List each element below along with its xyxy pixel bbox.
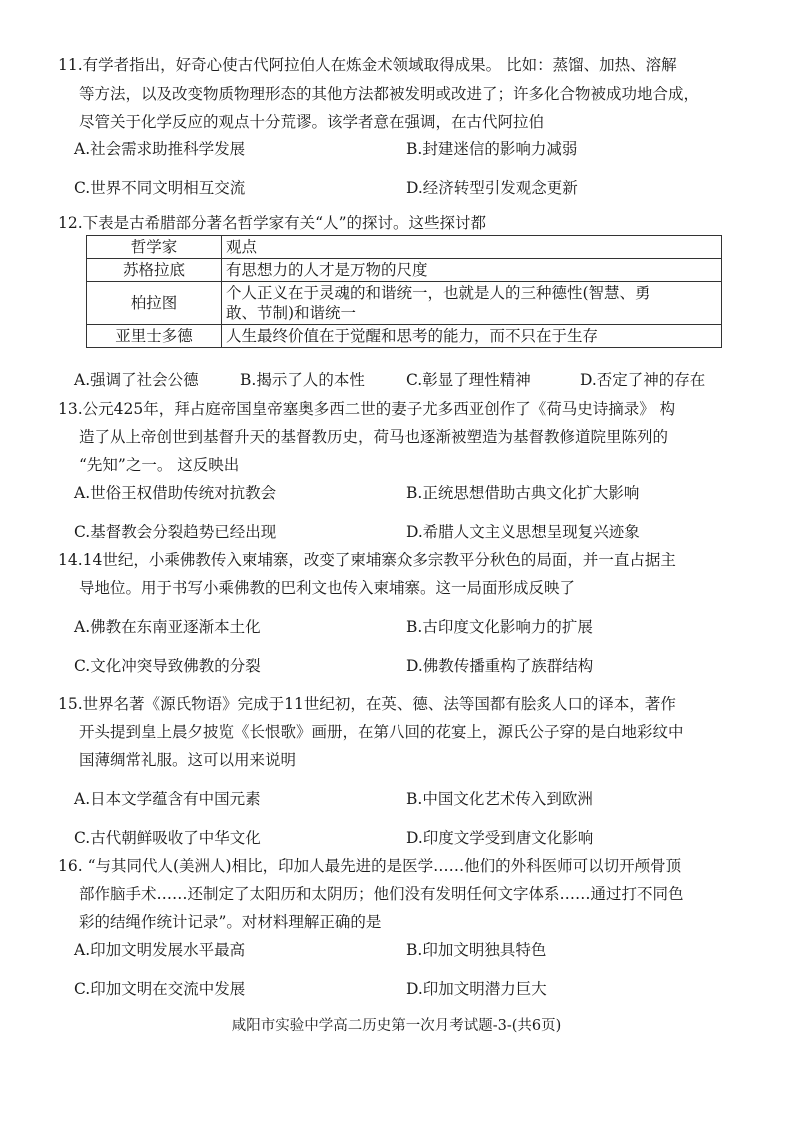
question-16-option-c: C.印加文明在交流中发展 [74, 980, 246, 998]
table-header-cell: 哲学家 [87, 236, 222, 259]
question-11-option-d: D.经济转型引发观念更新 [406, 179, 578, 197]
table-row [87, 282, 722, 325]
question-12-option-b: B.揭示了人的本性 [240, 371, 365, 389]
table-header-cell: 观点 [222, 236, 722, 259]
question-15-line-3: 国薄绸常礼服。这可以用来说明 [79, 751, 297, 769]
question-11-line-2: 等方法，以及改变物质物理形态的其他方法都被发明或改进了；许多化合物被成功地合成， [79, 85, 700, 103]
question-12-option-d: D.否定了神的存在 [580, 371, 706, 389]
table-row [87, 325, 722, 348]
table-cell-view: 有思想力的人才是万物的尺度 [222, 259, 722, 282]
question-11-option-a: A.社会需求助推科学发展 [74, 140, 246, 158]
question-14-line-2: 导地位。用于书写小乘佛教的巴利文也传入柬埔寨。这一局面形成反映了 [79, 579, 576, 597]
question-14-option-b: B.古印度文化影响力的扩展 [406, 618, 593, 636]
question-11-option-c: C.世界不同文明相互交流 [74, 179, 246, 197]
question-11-option-b: B.封建迷信的影响力减弱 [406, 140, 578, 158]
question-16-option-b: B.印加文明独具特色 [406, 941, 547, 959]
question-12-line-1: 12.下表是古希腊部分著名哲学家有关“人”的探讨。这些探讨都 [58, 214, 487, 232]
question-13-line-1: 13.公元425年，拜占庭帝国皇帝塞奥多西二世的妻子尤多西亚创作了《荷马史诗摘录》 构 [58, 400, 676, 418]
question-15-option-a: A.日本文学蕴含有中国元素 [74, 790, 261, 808]
question-16-option-d: D.印加文明潜力巨大 [406, 980, 547, 998]
table-cell-view [222, 282, 722, 325]
question-15-option-b: B.中国文化艺术传入到欧洲 [406, 790, 593, 808]
table-header-row [87, 236, 722, 259]
table-cell-view: 人生最终价值在于觉醒和思考的能力，而不只在于生存 [222, 325, 722, 348]
table-cell-philosopher: 柏拉图 [87, 282, 222, 325]
question-14-line-1: 14.14世纪，小乘佛教传入柬埔寨，改变了柬埔寨众多宗教平分秋色的局面，并一直占据主 [58, 551, 676, 569]
table-row [87, 259, 722, 282]
question-16-option-a: A.印加文明发展水平最高 [74, 941, 246, 959]
question-13-line-2: 造了从上帝创世到基督升天的基督教历史，荷马也逐渐被塑造为基督教修道院里陈列的 [79, 428, 669, 446]
question-11-line-1: 11.有学者指出，好奇心使古代阿拉伯人在炼金术领域取得成果。 比如：蒸馏、加热、溶解 [58, 56, 677, 74]
question-15-option-d: D.印度文学受到唐文化影响 [406, 829, 594, 847]
question-11-line-3: 尽管关于化学反应的观点十分荒谬。该学者意在强调，在古代阿拉伯 [79, 113, 545, 131]
question-13-line-3: “先知”之一。 这反映出 [79, 456, 240, 474]
question-16-line-3: 彩的结绳作统计记录”。对材料理解正确的是 [79, 913, 382, 931]
question-13-option-c: C.基督教会分裂趋势已经出现 [74, 523, 277, 541]
table-cell-view-line-2: 敢、节制)和谐统一 [226, 304, 357, 322]
question-14-option-a: A.佛教在东南亚逐渐本土化 [74, 618, 261, 636]
table-cell-view-line-1: 个人正义在于灵魂的和谐统一，也就是人的三种德性(智慧、勇 [226, 284, 651, 302]
question-15-line-1: 15.世界名著《源氏物语》完成于11世纪初，在英、德、法等国都有脍炙人口的译本，著作 [58, 695, 676, 713]
question-14-option-d: D.佛教传播重构了族群结构 [406, 657, 594, 675]
question-13-option-a: A.世俗王权借助传统对抗教会 [74, 484, 277, 502]
question-16-line-2: 部作脑手术……还制定了太阳历和太阴历；他们没有发明任何文字体系……通过打不同色 [79, 885, 684, 903]
question-12-option-a: A.强调了社会公德 [74, 371, 199, 389]
table-cell-philosopher: 亚里士多德 [87, 325, 222, 348]
question-16-line-1: 16. “与其同代人(美洲人)相比，印加人最先进的是医学……他们的外科医师可以切开颅骨顶 [58, 857, 682, 875]
page-footer: 咸阳市实验中学高二历史第一次月考试题-3-(共6页) [231, 1018, 562, 1034]
question-15-option-c: C.古代朝鲜吸收了中华文化 [74, 829, 261, 847]
question-13-option-b: B.正统思想借助古典文化扩大影响 [406, 484, 640, 502]
question-15-line-2: 开头提到皇上晨夕披览《长恨歌》画册，在第八回的花宴上，源氏公子穿的是白地彩纹中 [79, 723, 684, 741]
philosopher-table [86, 235, 722, 348]
question-13-option-d: D.希腊人文主义思想呈现复兴迹象 [406, 523, 640, 541]
question-12-option-c: C.彰显了理性精神 [406, 371, 531, 389]
table-cell-philosopher: 苏格拉底 [87, 259, 222, 282]
question-14-option-c: C.文化冲突导致佛教的分裂 [74, 657, 261, 675]
